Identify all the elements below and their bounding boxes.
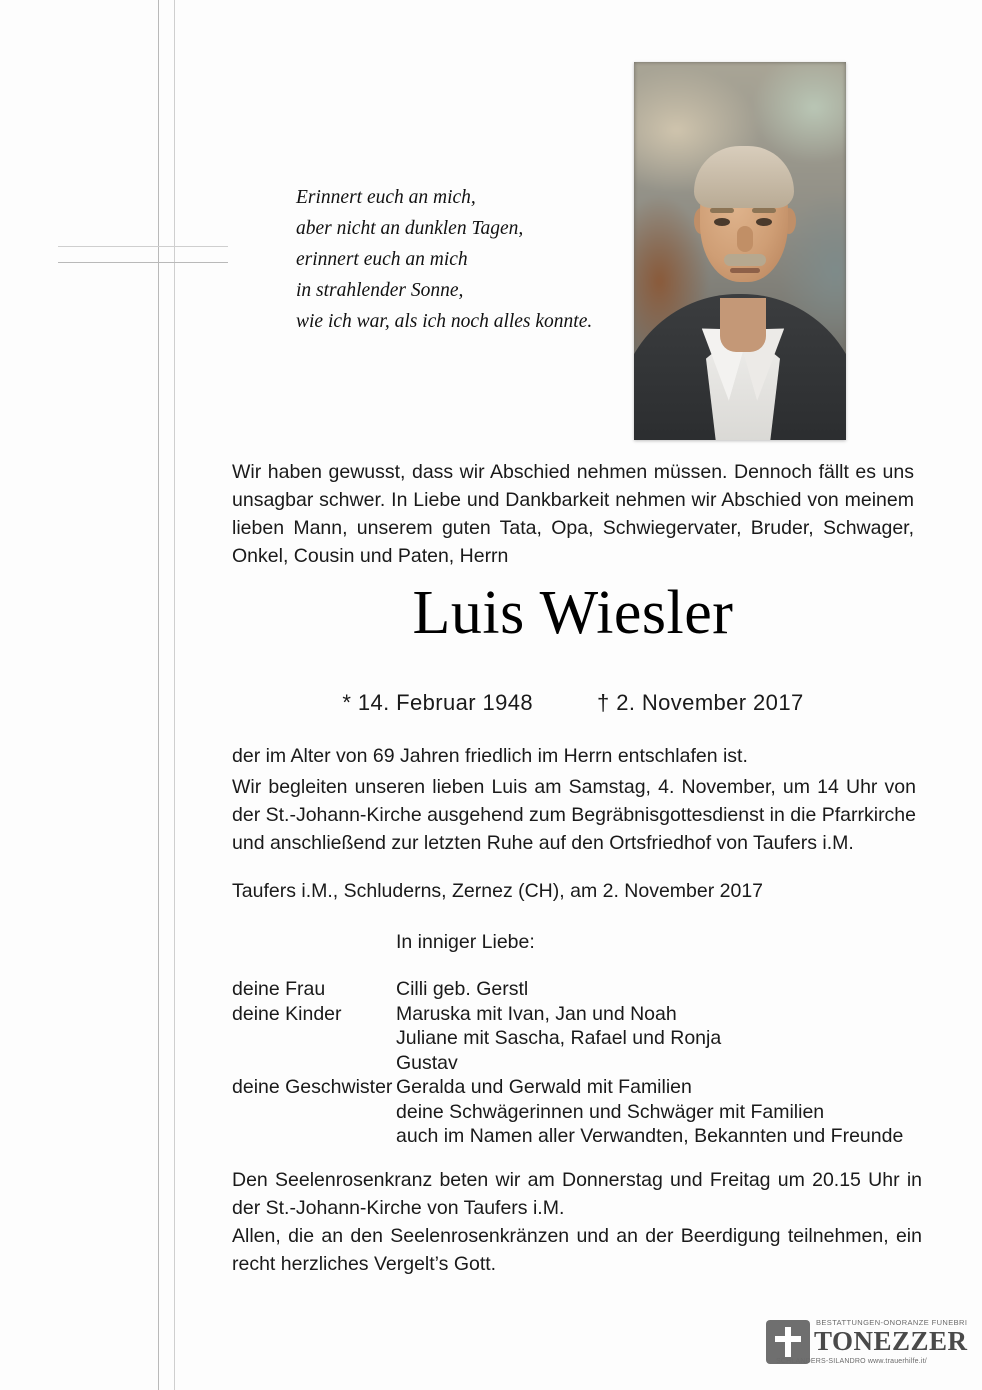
portrait-eye-left xyxy=(714,218,730,226)
family-value: Juliane mit Sascha, Rafael und Ronja xyxy=(396,1027,722,1049)
portrait-eyebrow-left xyxy=(710,208,734,213)
family-label: deine Geschwister xyxy=(232,1076,393,1098)
cross-vertical-line xyxy=(158,0,159,1390)
family-list xyxy=(232,977,932,1149)
family-row xyxy=(232,1026,932,1051)
portrait-mouth xyxy=(730,268,760,273)
family-row xyxy=(232,1124,932,1149)
poem-line-1: Erinnert euch an mich, xyxy=(296,187,476,208)
family-row xyxy=(232,977,932,1002)
family-label xyxy=(232,1051,396,1076)
family-label xyxy=(232,1026,396,1051)
family-value: Maruska mit Ivan, Jan und Noah xyxy=(396,1002,677,1025)
family-row xyxy=(232,1100,932,1125)
age-line: der im Alter von 69 Jahren friedlich im Herrn entschlafen ist. xyxy=(232,745,748,767)
poem-line-5: wie ich war, als ich noch alles konnte. xyxy=(296,311,593,332)
logo-tagline: BESTATTUNGEN-ONORANZE FUNEBRI xyxy=(816,1318,968,1327)
ceremony-paragraph: Wir begleiten unseren lieben Luis am Samstag, 4. November, um 14 Uhr von der St.-Johann-Kirche ausgehend zum Begräbnisgottesdienst in die Pfarrkirche und anschließend zur letzten Ruhe auf den Ortsfriedhof von Taufers i.M. xyxy=(232,776,916,854)
family-value: Geralda und Gerwald mit Familien xyxy=(396,1076,692,1098)
logo-brand: TONEZZER xyxy=(814,1326,968,1356)
family-label: deine Kinder xyxy=(232,1002,342,1025)
family-value: deine Schwägerinnen und Schwäger mit Familien xyxy=(396,1100,825,1123)
in-liebe-heading: In inniger Liebe: xyxy=(396,931,535,953)
family-value: auch im Namen aller Verwandten, Bekannten und Freunde xyxy=(396,1125,904,1147)
poem-line-3: erinnert euch an mich xyxy=(296,249,468,270)
intro-paragraph: Wir haben gewusst, dass wir Abschied nehmen müssen. Dennoch fällt es uns unsagbar schwer. In Liebe und Dankbarkeit nehmen wir Abschied von meinem lieben Mann, unserem guten Tata, Opa, Schwiegervater, Bruder, Schwager, Onkel, Cousin und Paten, Herrn xyxy=(232,461,914,567)
cross-horizontal-line xyxy=(58,262,228,263)
portrait-moustache xyxy=(724,254,766,266)
portrait-eye-right xyxy=(756,218,772,226)
life-dates xyxy=(232,690,914,716)
family-value: Gustav xyxy=(396,1051,458,1074)
thanks-paragraph: Allen, die an den Seelenrosenkränzen und an der Beerdigung teilnehmen, ein recht herzliches Vergelt’s Gott. xyxy=(232,1225,922,1275)
funeral-home-logo xyxy=(766,1316,968,1372)
family-row xyxy=(232,1002,932,1027)
death-date: † 2. November 2017 xyxy=(597,690,804,715)
family-label: deine Frau xyxy=(232,978,326,1000)
portrait-nose xyxy=(737,226,753,252)
places-line: Taufers i.M., Schluderns, Zernez (CH), am 2. November 2017 xyxy=(232,880,764,902)
family-label xyxy=(232,1124,396,1149)
portrait-photo xyxy=(634,62,846,440)
portrait-neck xyxy=(720,298,766,352)
cross-vertical-line-secondary xyxy=(174,0,175,1390)
family-label xyxy=(232,1100,396,1125)
birth-date: * 14. Februar 1948 xyxy=(342,690,534,715)
family-row xyxy=(232,1051,932,1076)
family-value: Cilli geb. Gerstl xyxy=(396,978,529,1000)
rosary-paragraph: Den Seelenrosenkranz beten wir am Donnerstag und Freitag um 20.15 Uhr in der St.-Johann-Kirche von Taufers i.M. xyxy=(232,1169,922,1219)
logo-footer: SCHLANDERS-SILANDRO www.trauerhilfe.it/ xyxy=(776,1358,927,1365)
memorial-poem xyxy=(296,182,626,337)
deceased-name: Luis Wiesler xyxy=(412,579,734,647)
portrait-eyebrow-right xyxy=(752,208,776,213)
poem-line-4: in strahlender Sonne, xyxy=(296,280,464,301)
cross-horizontal-line-secondary xyxy=(58,246,228,247)
poem-line-2: aber nicht an dunklen Tagen, xyxy=(296,218,524,239)
family-row xyxy=(232,1075,932,1100)
